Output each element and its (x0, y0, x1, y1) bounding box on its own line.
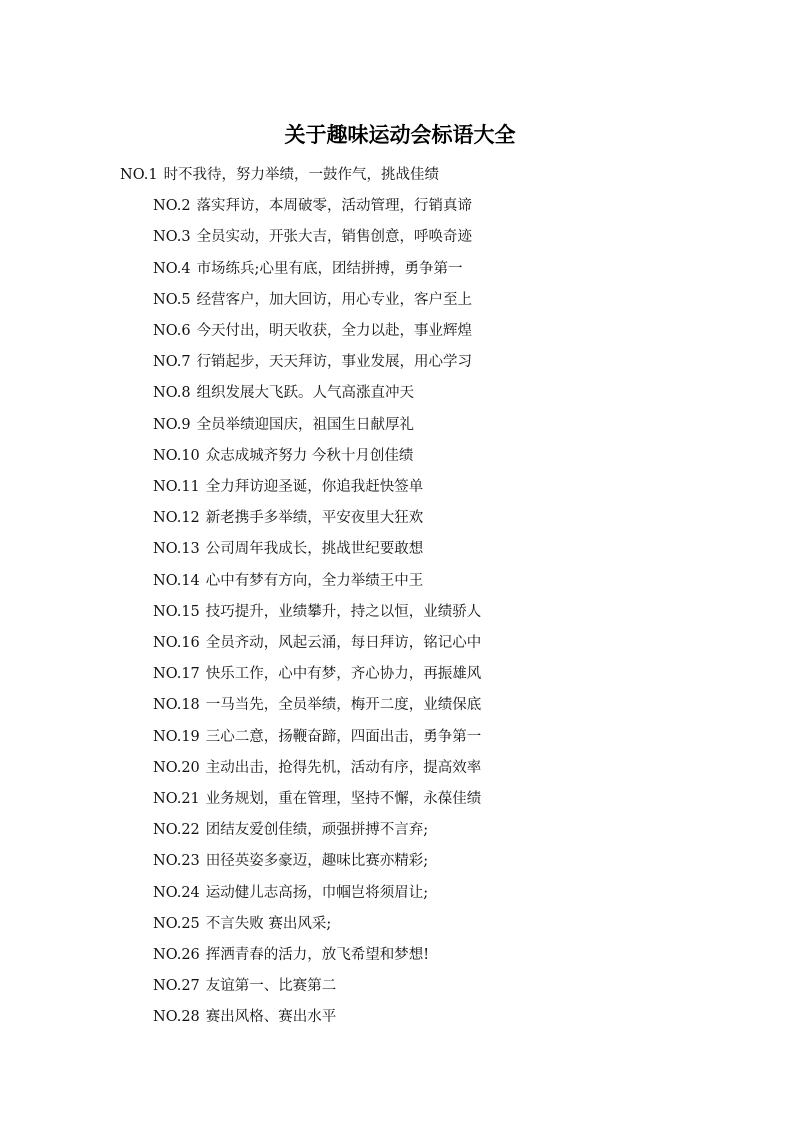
slogan-item (153, 815, 428, 845)
slogan-number: NO.19 (153, 728, 200, 745)
slogan-number: NO.17 (153, 666, 200, 683)
slogan-number: NO.9 (153, 416, 191, 433)
slogan-item (153, 378, 414, 408)
slogan-number: NO.4 (153, 260, 191, 277)
slogan-item (153, 690, 481, 720)
slogan-number: NO.3 (153, 229, 191, 246)
slogan-item (153, 878, 428, 908)
slogan-text: 田径英姿多豪迈，趣味比赛亦精彩; (205, 853, 429, 870)
slogan-item (153, 628, 481, 658)
slogan-item (153, 784, 481, 814)
slogan-item (120, 160, 439, 190)
slogan-number: NO.24 (153, 884, 200, 901)
slogan-text: 赛出风格、赛出水平 (205, 1009, 337, 1026)
slogan-item (153, 222, 472, 252)
slogan-item (153, 285, 472, 315)
slogan-number: NO.1 (120, 167, 158, 183)
slogan-item (153, 659, 481, 689)
slogan-item (153, 940, 429, 970)
slogan-text: 快乐工作，心中有梦，齐心协力，再振雄风 (205, 666, 482, 683)
slogan-number: NO.23 (153, 853, 200, 870)
slogan-number: NO.2 (153, 198, 191, 215)
slogan-number: NO.11 (153, 479, 200, 495)
slogan-text: 新老携手多举绩，平安夜里大狂欢 (205, 510, 424, 527)
slogan-item (153, 753, 481, 783)
slogan-number: NO.5 (153, 291, 191, 308)
slogan-text: 公司周年我成长，挑战世纪要敢想 (205, 541, 424, 558)
slogan-text: 市场练兵;心里有底，团结拼搏，勇争第一 (196, 260, 463, 277)
slogan-text: 不言失败 赛出风采; (205, 915, 332, 932)
slogan-text: 全员齐动，风起云涌，每日拜访，铭记心中 (205, 635, 482, 651)
slogan-text: 技巧提升，业绩攀升，持之以恒，业绩骄人 (205, 603, 482, 620)
slogan-item (153, 410, 414, 440)
slogan-text: 团结友爱创佳绩，顽强拼搏不言弃; (205, 822, 429, 839)
slogan-item (153, 191, 472, 221)
slogan-number: NO.7 (153, 354, 191, 371)
slogan-item (153, 909, 331, 939)
slogan-text: 今天付出，明天收获，全力以赴，事业辉煌 (196, 323, 473, 339)
slogan-text: 心中有梦有方向，全力举绩王中王 (205, 572, 424, 589)
slogan-text: 时不我待，努力举绩，一鼓作气，挑战佳绩 (163, 167, 440, 183)
document-title: 关于趣味运动会标语大全 (284, 123, 516, 147)
slogan-number: NO.12 (153, 510, 200, 527)
slogan-number: NO.22 (153, 822, 200, 839)
slogan-item (153, 316, 472, 346)
slogan-number: NO.10 (153, 447, 200, 464)
slogan-text: 运动健儿志高扬，巾帼岂将须眉让; (205, 884, 429, 901)
slogan-item (153, 846, 428, 876)
slogan-text: 一马当先，全员举绩，梅开二度，业绩保底 (205, 697, 482, 714)
slogan-text: 全员举绩迎国庆，祖国生日献厚礼 (196, 416, 415, 433)
slogan-number: NO.8 (153, 385, 191, 402)
slogan-number: NO.18 (153, 697, 200, 714)
slogan-text: 经营客户，加大回访，用心专业，客户至上 (196, 291, 473, 308)
slogan-number: NO.28 (153, 1009, 200, 1026)
slogan-number: NO.6 (153, 323, 191, 339)
slogan-text: 全力拜访迎圣诞，你追我赶快签单 (205, 479, 424, 495)
slogan-text: 业务规划，重在管理，坚持不懈，永葆佳绩 (205, 791, 482, 807)
slogan-text: 友谊第一、比赛第二 (205, 978, 337, 995)
slogan-text: 行销起步，天天拜访，事业发展，用心学习 (196, 354, 473, 371)
slogan-item (153, 347, 472, 377)
slogan-text: 主动出击，抢得先机，活动有序，提高效率 (205, 759, 482, 776)
slogan-item (153, 971, 336, 1001)
slogan-item (153, 441, 413, 471)
slogan-item (153, 472, 423, 502)
slogan-item (153, 597, 481, 627)
slogan-number: NO.20 (153, 759, 200, 776)
slogan-text: 挥洒青春的活力，放飞希望和梦想! (205, 947, 430, 963)
slogan-number: NO.27 (153, 978, 200, 995)
slogan-item (153, 1002, 336, 1032)
slogan-text: 众志成城齐努力 今秋十月创佳绩 (205, 447, 414, 464)
slogan-number: NO.16 (153, 635, 200, 651)
slogan-item (153, 566, 423, 596)
slogan-item (153, 534, 423, 564)
slogan-number: NO.26 (153, 947, 200, 963)
slogan-number: NO.15 (153, 603, 200, 620)
slogan-number: NO.25 (153, 915, 200, 932)
slogan-number: NO.14 (153, 572, 200, 589)
slogan-item (153, 722, 481, 752)
slogan-text: 落实拜访，本周破零，活动管理，行销真谛 (196, 198, 473, 215)
slogan-item (153, 254, 462, 284)
slogan-number: NO.13 (153, 541, 200, 558)
slogan-text: 组织发展大飞跃。人气高涨直冲天 (196, 385, 415, 402)
slogan-text: 全员实动，开张大吉，销售创意，呼唤奇迹 (196, 229, 473, 246)
slogan-item (153, 503, 423, 533)
slogan-text: 三心二意，扬鞭奋蹄，四面出击，勇争第一 (205, 728, 482, 745)
slogan-number: NO.21 (153, 791, 200, 807)
